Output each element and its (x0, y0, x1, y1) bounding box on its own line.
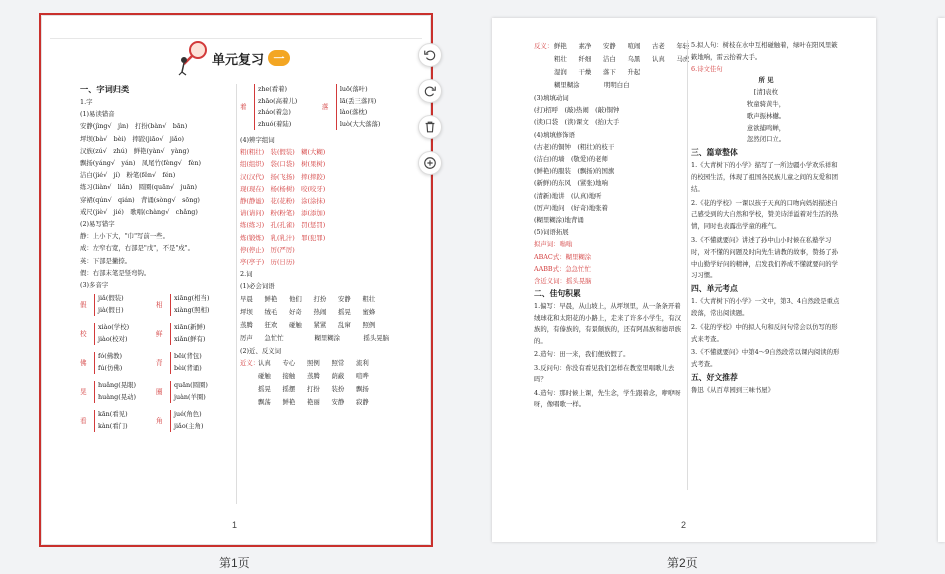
subheading: 6.诗文佳句 (691, 64, 723, 73)
section-heading: 一、字词归类 (80, 84, 130, 94)
poem-line: 忽然闭口立。 (746, 135, 786, 144)
word-pair-line: 组(组织) 袋(口袋) 树(果树) (240, 160, 326, 169)
rotate-left-button[interactable] (418, 43, 442, 67)
section-heading: 五、好文推荐 (691, 372, 738, 382)
subheading: (2)易写错字 (80, 220, 115, 229)
add-icon (423, 156, 437, 170)
column-divider (687, 40, 688, 490)
pinyin-line: 安静(jìng√ jìn) 打扮(bàn√ bān) (80, 122, 188, 131)
word-pair-line: 粗(粗壮) 装(假装) 糊(大糊) (240, 148, 326, 157)
poem-line: 牧童骑黄牛， (746, 99, 786, 108)
page-3-edge[interactable] (938, 18, 945, 542)
modifier-line: (新鲜)的东风 (紧张)地响 (534, 179, 608, 188)
polyphone-group: 看 kān(看见) kàn(看门) (80, 410, 128, 430)
summary-item: 1.《大青树下的小学》描写了一所边疆小学欢乐祥和的校园生活，体现了祖国各民族儿童之间的友爱和团结。 (691, 161, 838, 193)
page-caption[interactable]: 第1页 (219, 556, 250, 570)
polyphone-group: 假 jiǎ(假装) jià(假日) (80, 294, 124, 314)
right-column (691, 40, 841, 397)
extension-line: ABAC式：糊里糊涂 (534, 252, 592, 261)
extension-line: 拟声词：嗡嗡 (534, 240, 573, 249)
rotate-right-button[interactable] (418, 79, 442, 103)
subheading: (4)辨字组词 (240, 136, 275, 144)
verb-line: (打)招呼 (敲)热闹 (敲)铜钟 (534, 106, 620, 115)
modifier-line: (厉声)地问 (好奇)地张着 (534, 203, 608, 212)
word-pair-line: 静(静谧) 花(花粉) 涂(涂抹) (240, 197, 326, 206)
synonym-block: 近义： 认真 专心 照例 照常 流利 碰触 接触 蒸腾 荫蔽 喧哗 摇晃 摇摆 打扮 装扮 飘扬 飘荡 鲜艳 艳丽 安静 寂静 (240, 358, 369, 406)
delete-page-button[interactable] (418, 115, 442, 139)
polyphone-group: 着 zhe(看着) zhāo(高着儿) zháo(着急) zhuó(着陆) (240, 84, 322, 130)
poem (691, 75, 841, 146)
divider (50, 38, 422, 39)
magnifier-girl-icon (176, 40, 208, 76)
poem-line: 歌声振林樾。 (746, 111, 786, 120)
add-page-button[interactable] (418, 151, 442, 175)
writing-note: 静：上小下大，"巾"写前一些。 (80, 232, 169, 241)
summary-item: 2.《花的学校》一课以孩子天真的口吻向妈妈描述自己感受到的大自然和学校，赞美诗洋溢着对生活的热情，同时也表露出学童的稚气。 (691, 198, 838, 231)
extension-line: AABB式：急急忙忙 (534, 264, 591, 273)
word-pair-line: 练(练习) 孔(孔雀) 罚(惩罚) (240, 221, 326, 230)
polyphone-group: 背 bēi(背包) bèi(背诵) (156, 352, 202, 372)
pinyin-line: 洁白(jié√ jí) 粉笔(fěn√ fén) (80, 171, 176, 180)
modifier-line: (洁白)的墙 (敬爱)的老师 (534, 155, 608, 164)
recommendation: 鲁迅《从百草园到三味书屋》 (691, 385, 775, 394)
pinyin-line: 练习(liàn√ liǎn) 圆圈(quān√ juān) (80, 183, 198, 192)
sentence-item: 1.偏写：早晨，从山坡上，从坪坝里，从一条条开着绒球花和太阳花的小路上，走来了许多小学生，有汉族的，有傣族的，有景颇族的，还有阿昌族和德昂族的。 (534, 302, 681, 345)
modifier-line: (糊里糊涂)地背诵 (534, 216, 584, 225)
verb-line: (读)口袋 (读)课文 (抬)大手 (534, 118, 620, 127)
unit-badge: 一 (268, 50, 290, 66)
left-column (534, 40, 690, 411)
sentence-item: 2.造句：田一来，我们便放假了。 (534, 350, 630, 359)
polyphone-group: 鲜 xiān(新鲜) xiǎn(鲜有) (156, 323, 206, 343)
page-title: 单元复习 (212, 52, 265, 68)
exam-point: 2.《花的学校》中的拟人句和反问句常会以仿写的形式来考查。 (691, 322, 838, 343)
right-column (240, 82, 390, 409)
modifier-line: (清新)地讲 (认真)地听 (534, 191, 602, 200)
page-number: 2 (681, 520, 687, 530)
modifier-line: (鲜艳)的服装 (飘扬)的国旗 (534, 167, 615, 176)
polyphone-group: 落 luō(落叶) lā(丢三落四) lào(落枕) luò(大大落落) (322, 84, 390, 130)
word-pair-line: 亭(亭子) 历(日历) (240, 258, 295, 267)
pinyin-line: 汉族(zú√ zhú) 鲜艳(yàn√ yàng) (80, 146, 190, 155)
rotate-right-icon (423, 84, 437, 98)
trash-icon (423, 120, 437, 134)
subheading: 1.字 (80, 98, 93, 106)
rotate-left-icon (423, 48, 437, 62)
word-pair-line: 请(请问) 粉(粉笔) 添(添加) (240, 209, 326, 218)
polyphone-group: 校 xiào(学校) jiào(校对) (80, 323, 130, 343)
word-pair-line: 停(停止) 厉(严厉) (240, 245, 295, 254)
modifier-line: (古老)的铜钟 (粗壮)的枝干 (534, 142, 615, 151)
subheading: (3)多音字 (80, 281, 109, 290)
polyphone-group: 佛 fó(佛教) fú(仿佛) (80, 352, 123, 372)
antonym-block: 反义： 鲜艳 素净 安静 喧闹 古老 年轻 粗壮 纤细 洁白 乌黑 认真 马虎 湿润 干燥 落下 升起 糊里糊涂 明明白白 (534, 42, 690, 89)
extension-line: 含近义词：摇头晃脑 (534, 277, 592, 286)
exam-point: 1.《大青树下的小学》一文中，第3、4自然段是重点段落，常出阅读题。 (691, 297, 840, 317)
subheading: (4)填填修饰语 (534, 130, 576, 139)
sentence-item: 5.拟人句：树枝在水中互相碰触着，绿叶在阳风里簌簌地响，雷云抬着大手。 (691, 41, 838, 61)
writing-note: 英：下部是撇捺。 (80, 256, 132, 265)
poem-line: [清]袁枚 (753, 88, 779, 97)
writing-note: 假：右部末笔是竖弯钩。 (80, 268, 151, 277)
subheading: (1)必会词语 (240, 282, 275, 291)
exam-point: 3.《不懂就要问》中第4～9自然段常以课内阅读的形式考查。 (691, 348, 840, 369)
column-divider (236, 84, 237, 504)
polyphone-group: 角 jué(角色) jiǎo(主角) (156, 410, 204, 430)
subheading: 2.词 (240, 270, 253, 279)
word-pair-line: 汉(汉代) 扬(飞扬) 摔(摔跤) (240, 172, 326, 181)
left-column (80, 82, 235, 436)
word-pair-line: 现(现在) 杨(杨树) 咬(咬牙) (240, 184, 326, 193)
writing-note: 成：左窄右宽，右部是"戊"，不是"戍"。 (80, 244, 195, 253)
unit-review-title (176, 40, 290, 76)
subheading: (2)近、反义词 (240, 346, 282, 355)
pinyin-line: 坪坝(bà√ bèi) 摔跤(jiāo√ jiǎo) (80, 134, 185, 143)
word-pair-line: 炼(锻炼) 乳(乳汁) 罪(犯罪) (240, 233, 326, 242)
pinyin-line: 飘扬(yáng√ yán) 凤尾竹(fèng√ fèn) (80, 159, 202, 168)
sentence-item: 4.造句：那时候上课，先生念，学生跟着念，咿咿呀呀，像唱歌一样。 (534, 388, 681, 409)
pinyin-line: 穿裙(qún√ qián) 背诵(sòng√ sōng) (80, 195, 200, 204)
poem-line: 意欲捕鸣蝉， (746, 123, 786, 132)
polyphone-group: 晃 huǎng(晃眼) huàng(晃动) (80, 381, 137, 401)
section-heading: 三、篇章整体 (691, 148, 738, 158)
subheading: (5)词语拓展 (534, 228, 569, 237)
page-2[interactable] (492, 18, 876, 542)
pinyin-line: 戒尺(jiè√ jié) 歌唱(chàng√ chǎng) (80, 207, 198, 216)
section-heading: 二、佳句积累 (534, 289, 581, 299)
subheading: (1)易读错音 (80, 110, 115, 119)
polyphone-group: 圈 quān(圆圈) juàn(羊圈) (156, 381, 208, 401)
poem-title: 所 见 (758, 76, 774, 85)
section-heading: 四、单元考点 (691, 284, 738, 294)
sentence-item: 3.反问句：你没有看见我们怎样在教室里唱歌儿去吗？ (534, 363, 675, 384)
page-caption[interactable]: 第2页 (667, 556, 698, 570)
summary-item: 3.《不懂就要问》讲述了孙中山小时候在私塾学习时，对不懂的问题及时向先生请教的故事，赞扬了孙中山勤学好问的精神，启发我们养成不懂就要问的学习习惯。 (691, 235, 838, 280)
page-number: 1 (232, 520, 238, 530)
subheading: (3)填填动词 (534, 94, 569, 102)
polyphone-group: 相 xiāng(相当) xiàng(照相) (156, 294, 210, 314)
must-know-words: 早晨 鲜艳 他们 打扮 安静 粗壮 坪坝 绒毛 好奇 热闹 摇晃 蜜蜂 蒸腾 狂欢 碰触 紧紧 乱窜 照例 厉声 急忙忙 糊里糊涂 摇头晃脑 (240, 294, 390, 342)
page-1[interactable] (42, 16, 430, 544)
